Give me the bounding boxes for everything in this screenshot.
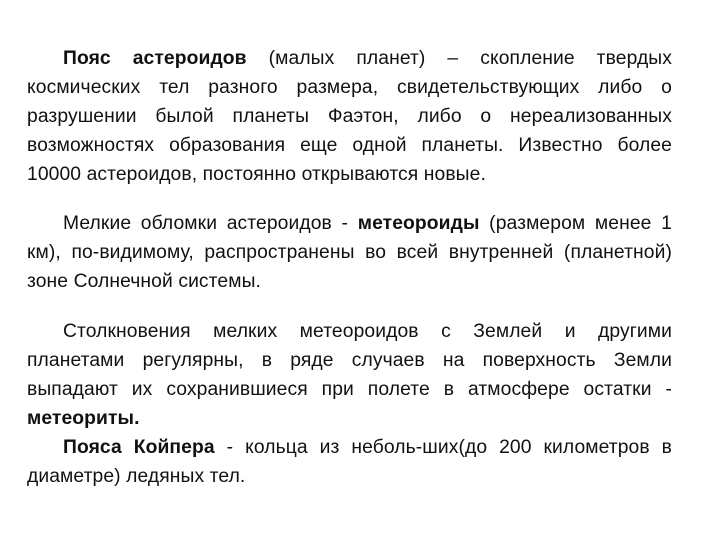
term-asteroid-belt: Пояс астероидов [63, 48, 247, 69]
document-page [27, 44, 672, 491]
term-meteorites: метеориты. [27, 408, 140, 429]
paragraph-asteroid-belt-text: (малых планет) – скопление твердых космических тел разного размера, свидетельствующих либо о разрушении былой планеты Фаэтон, либо о нереализованных возможностях образования еще одной планеты. Известно более 10000 астероидов, постоянно открываются новые. [27, 48, 672, 185]
paragraph-asteroid-belt [27, 44, 672, 189]
paragraph-kuiper-belt-text: - кольца из неболь-ших(до 200 километров в диаметре) ледяных тел. [27, 437, 672, 487]
paragraph-kuiper-belt [27, 433, 672, 491]
paragraph-meteoroids-before: Мелкие обломки астероидов - [63, 213, 358, 234]
paragraph-meteorites-before: Столкновения мелких метеороидов с Землей и другими планетами регулярны, в ряде случаев на поверхность Земли выпадают их сохранившиеся при полете в атмосфере остатки - [27, 321, 672, 400]
paragraph-meteoroids [27, 209, 672, 296]
paragraph-meteorites [27, 317, 672, 433]
term-kuiper-belt: Пояса Койпера [63, 437, 215, 458]
term-meteoroids: метеороиды [357, 213, 480, 234]
paragraph-meteoroids-after: (размером менее 1 км), по-видимому, распространены во всей внутренней (планетной) зоне Солнечной системы. [27, 213, 672, 292]
